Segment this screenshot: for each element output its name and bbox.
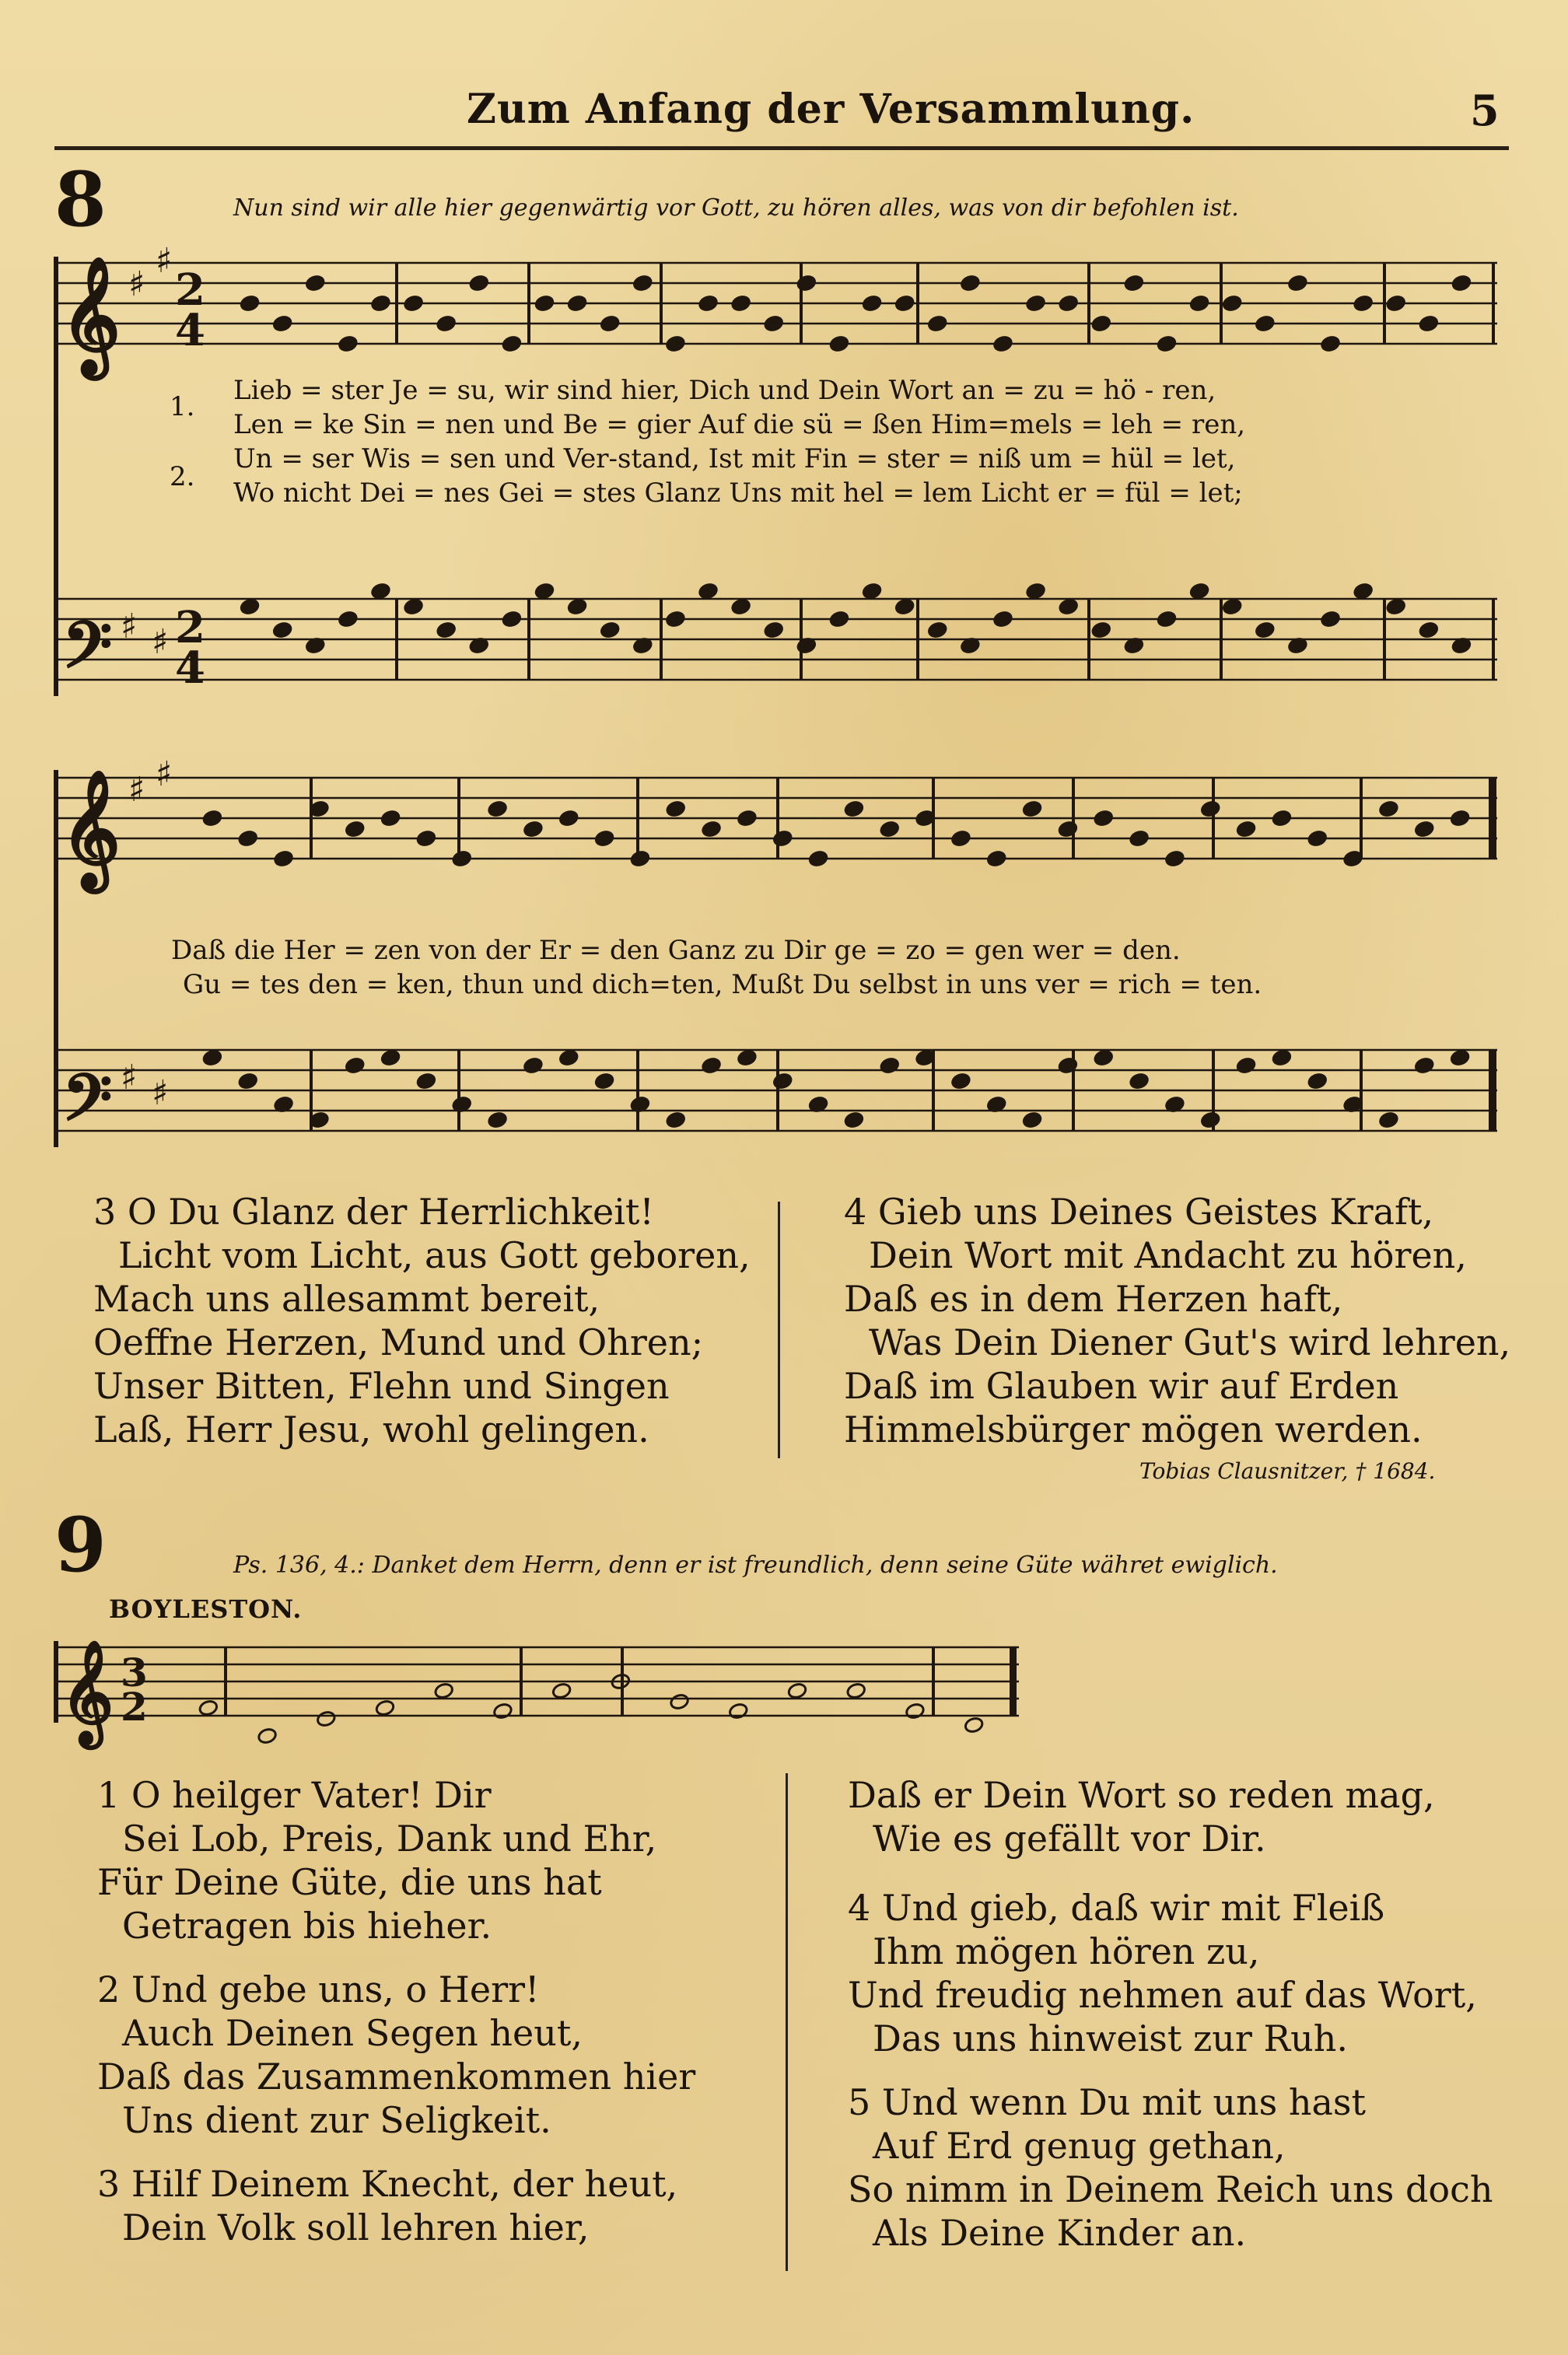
- note-head: [846, 1682, 866, 1700]
- note-head: [240, 295, 260, 313]
- verse-column-divider-2: [786, 1773, 788, 2271]
- stanza-2-label: 2.: [170, 461, 195, 492]
- time-sig: 3: [121, 1650, 148, 1695]
- note-head: [488, 1111, 508, 1129]
- note-head: [1287, 275, 1307, 292]
- page-number: 5: [1470, 86, 1500, 135]
- note-head: [305, 275, 325, 292]
- note-head: [316, 1710, 336, 1728]
- verse-line: Ihm mögen hören zu,: [873, 1930, 1260, 1972]
- note-head: [1124, 275, 1144, 292]
- hymn-9-tune-name: BOYLESTON.: [109, 1594, 303, 1624]
- verse-line: 2 Und gebe uns, o Herr!: [97, 1968, 540, 2010]
- verse-line: Daß er Dein Wort so reden mag,: [848, 1774, 1435, 1816]
- note-head: [1272, 810, 1292, 828]
- note-head: [862, 295, 882, 313]
- hymn-9-reference: Ps. 136, 4.: Danket dem Herrn, denn er ist freundlich, denn seine Güte währet ewiglich.: [233, 1552, 1278, 1579]
- hymn-8-number: 8: [54, 156, 107, 243]
- verse-line: Daß es in dem Herzen haft,: [844, 1278, 1343, 1320]
- time-sig: 2: [121, 1684, 148, 1730]
- note-head: [992, 611, 1013, 628]
- note-head: [1236, 821, 1256, 838]
- note-head: [1058, 821, 1078, 838]
- note-head: [1255, 621, 1275, 639]
- note-head: [1353, 295, 1374, 313]
- note-head: [492, 1702, 513, 1720]
- verse-line: 5 Und wenn Du mit uns hast: [848, 2081, 1367, 2123]
- verse-line: Getragen bis hieher.: [122, 1905, 492, 1947]
- sharp-sign: ♯: [152, 622, 169, 662]
- note-head: [202, 1049, 222, 1067]
- note-head: [737, 1049, 757, 1067]
- note-head: [880, 1057, 900, 1075]
- hymn-9-verse-2: [97, 1968, 695, 2142]
- note-head: [380, 810, 401, 828]
- time-sig: 2: [175, 602, 205, 653]
- note-head: [338, 335, 358, 353]
- treble-clef: 𝄞: [61, 255, 121, 374]
- note-head: [240, 598, 260, 616]
- note-head: [1129, 830, 1150, 848]
- note-head: [992, 335, 1013, 353]
- note-head: [844, 800, 864, 818]
- verse-line: Dein Volk soll lehren hier,: [122, 2206, 590, 2248]
- note-head: [808, 850, 828, 868]
- note-head: [1094, 1049, 1114, 1067]
- hymn-9-verse-5: [848, 2080, 1493, 2255]
- verse-line: Daß das Zusammenkommen hier: [97, 2056, 696, 2098]
- note-head: [731, 598, 751, 616]
- verse-line: Himmelsbürger mögen werden.: [844, 1408, 1423, 1450]
- note-head: [1091, 621, 1111, 639]
- hymn-9-number: 9: [54, 1501, 107, 1589]
- hymn-8-attribution: Tobias Clausnitzer, † 1684.: [1139, 1458, 1436, 1484]
- hymn-9-verse-3: [97, 2162, 677, 2249]
- note-head: [452, 850, 472, 868]
- verse-line: Uns dient zur Seligkeit.: [122, 2099, 551, 2141]
- note-head: [702, 1057, 722, 1075]
- note-head: [632, 275, 653, 292]
- note-head: [594, 1073, 614, 1090]
- note-head: [534, 295, 555, 313]
- note-head: [1222, 295, 1242, 313]
- verse-line: Auch Deinen Segen heut,: [122, 2012, 583, 2054]
- hymn-9-final-barline: [1010, 1647, 1017, 1716]
- verse-column-divider-1: [778, 1202, 780, 1458]
- note-head: [1222, 598, 1242, 616]
- note-head: [731, 295, 751, 313]
- note-head: [1307, 830, 1328, 848]
- note-head: [416, 1073, 436, 1090]
- note-head: [669, 1693, 689, 1711]
- note-head: [787, 1682, 807, 1700]
- note-head: [666, 1111, 686, 1129]
- note-head: [1378, 800, 1398, 818]
- note-head: [1378, 1111, 1398, 1129]
- note-head: [894, 295, 915, 313]
- verse-line: 3 O Du Glanz der Herrlichkeit!: [93, 1191, 654, 1233]
- note-head: [1059, 598, 1079, 616]
- final-barline: [1489, 1050, 1496, 1131]
- note-head: [469, 275, 489, 292]
- note-head: [1236, 1057, 1256, 1075]
- verse-line: 3 Hilf Deinem Knecht, der heut,: [97, 2163, 678, 2205]
- note-head: [1091, 315, 1111, 333]
- hymn-8-lyric-line-2: Len = ke Sin = nen und Be = gier Auf die sü = ßen Him=mels = leh = ren,: [233, 409, 1246, 440]
- note-head: [894, 598, 915, 616]
- sharp-sign: ♯: [156, 754, 173, 794]
- hymn-8-verse-3: [93, 1190, 751, 1451]
- note-head: [272, 621, 292, 639]
- verse-line: Dein Wort mit Andacht zu hören,: [869, 1234, 1467, 1276]
- note-head: [862, 583, 882, 600]
- hymn-8-lyric-line-6: Gu = tes den = ken, thun und dich=ten, Mußt Du selbst in uns ver = rich = ten.: [183, 969, 1262, 1000]
- note-head: [436, 315, 457, 333]
- note-head: [1022, 1111, 1042, 1129]
- note-head: [523, 1057, 543, 1075]
- note-head: [1022, 800, 1042, 818]
- note-head: [1189, 583, 1209, 600]
- note-head: [796, 275, 817, 292]
- verse-line: Laß, Herr Jesu, wohl gelingen.: [93, 1408, 649, 1450]
- verse-line: Und freudig nehmen auf das Wort,: [848, 1974, 1477, 2016]
- note-head: [338, 611, 358, 628]
- note-head: [698, 583, 718, 600]
- note-head: [345, 821, 365, 838]
- note-head: [666, 800, 686, 818]
- note-head: [436, 621, 457, 639]
- note-head: [728, 1702, 748, 1720]
- note-head: [404, 598, 424, 616]
- note-head: [1320, 335, 1340, 353]
- note-head: [1189, 295, 1209, 313]
- note-head: [488, 800, 508, 818]
- note-head: [665, 335, 685, 353]
- treble-clef: 𝄞: [61, 768, 121, 887]
- note-head: [1307, 1073, 1328, 1090]
- note-head: [370, 295, 390, 313]
- note-head: [764, 621, 784, 639]
- note-head: [737, 810, 757, 828]
- note-head: [698, 295, 718, 313]
- verse-line: Licht vom Licht, aus Gott geboren,: [118, 1234, 751, 1276]
- bass-clef: 𝄢: [62, 607, 113, 698]
- note-head: [950, 830, 971, 848]
- note-head: [772, 830, 793, 848]
- note-head: [600, 315, 620, 333]
- verse-line: 4 Und gieb, daß wir mit Fleiß: [848, 1887, 1385, 1929]
- time-sig: 2: [175, 264, 205, 316]
- note-head: [1450, 810, 1470, 828]
- verse-line: 4 Gieb uns Deines Geistes Kraft,: [844, 1191, 1434, 1233]
- page-header-title: Zum Anfang der Versammlung.: [467, 86, 1195, 133]
- verse-line: Auf Erd genug gethan,: [873, 2125, 1286, 2167]
- note-head: [880, 821, 900, 838]
- hymn-8-lyric-line-4: Wo nicht Dei = nes Gei = stes Glanz Uns mit hel = lem Licht er = fül = let;: [233, 478, 1243, 509]
- note-head: [829, 611, 849, 628]
- note-head: [772, 1073, 793, 1090]
- note-head: [370, 583, 390, 600]
- note-head: [380, 1049, 401, 1067]
- note-head: [558, 1049, 579, 1067]
- sharp-sign: ♯: [152, 1073, 169, 1113]
- verse-line: Das uns hinweist zur Ruh.: [873, 2017, 1348, 2059]
- note-head: [1026, 295, 1046, 313]
- note-head: [1450, 1049, 1470, 1067]
- stanza-1-label: 1.: [170, 391, 195, 422]
- sharp-sign: ♯: [128, 770, 145, 810]
- note-head: [502, 611, 522, 628]
- note-head: [829, 335, 849, 353]
- note-head: [764, 315, 784, 333]
- hymn-8-lyric-line-1: Lieb = ster Je = su, wir sind hier, Dich und Dein Wort an = zu = hö - ren,: [233, 375, 1216, 406]
- note-head: [665, 611, 685, 628]
- note-head: [1353, 583, 1374, 600]
- note-head: [844, 1111, 864, 1129]
- note-head: [1414, 1057, 1434, 1075]
- hymn-8-verse-4: [844, 1190, 1510, 1451]
- note-head: [1320, 611, 1340, 628]
- verse-line: Wie es gefällt vor Dir.: [873, 1818, 1266, 1860]
- verse-line: Mach uns allesammt bereit,: [93, 1278, 600, 1320]
- note-head: [523, 821, 543, 838]
- note-head: [1129, 1073, 1150, 1090]
- hymn-9-verse-4: [848, 1886, 1477, 2060]
- note-head: [416, 830, 436, 848]
- verse-line: Als Deine Kinder an.: [873, 2212, 1247, 2254]
- note-head: [434, 1682, 454, 1700]
- final-barline: [1489, 778, 1496, 859]
- verse-line: Daß im Glauben wir auf Erden: [844, 1365, 1399, 1407]
- verse-line: 1 O heilger Vater! Dir: [97, 1774, 492, 1816]
- note-head: [1026, 583, 1046, 600]
- note-head: [1419, 621, 1439, 639]
- sharp-sign: ♯: [121, 607, 138, 646]
- note-head: [1058, 1057, 1078, 1075]
- note-head: [375, 1699, 395, 1717]
- note-head: [960, 275, 980, 292]
- note-head: [567, 295, 587, 313]
- verse-line: Für Deine Güte, die uns hat: [97, 1861, 602, 1903]
- note-head: [567, 598, 587, 616]
- hymn-8-lyric-line-5: Daß die Her = zen von der Er = den Ganz zu Dir ge = zo = gen wer = den.: [171, 935, 1181, 966]
- note-head: [502, 335, 522, 353]
- note-head: [558, 810, 579, 828]
- note-head: [594, 830, 614, 848]
- note-head: [1200, 800, 1220, 818]
- verse-line: Sei Lob, Preis, Dank und Ehr,: [122, 1818, 657, 1860]
- note-head: [630, 850, 650, 868]
- hymn-9-verse-1: [97, 1773, 656, 1947]
- note-head: [1386, 598, 1406, 616]
- note-head: [927, 621, 947, 639]
- note-head: [551, 1682, 572, 1700]
- note-head: [1255, 315, 1275, 333]
- note-head: [257, 1727, 277, 1745]
- note-head: [238, 830, 258, 848]
- bass-clef: 𝄢: [62, 1059, 113, 1151]
- note-head: [198, 1699, 219, 1717]
- note-head: [964, 1716, 984, 1734]
- sharp-sign: ♯: [128, 264, 145, 304]
- note-head: [1272, 1049, 1292, 1067]
- note-head: [1059, 295, 1079, 313]
- note-head: [600, 621, 620, 639]
- note-head: [1386, 295, 1406, 313]
- note-head: [950, 1073, 971, 1090]
- treble-clef: 𝄞: [61, 1639, 114, 1744]
- note-head: [1419, 315, 1439, 333]
- hymn-8-lyric-line-3: Un = ser Wis = sen und Ver-stand, Ist mit Fin = ster = niß um = hül = let,: [233, 443, 1236, 474]
- note-head: [1157, 611, 1177, 628]
- note-head: [905, 1702, 925, 1720]
- note-head: [1451, 275, 1472, 292]
- note-head: [272, 315, 292, 333]
- note-head: [1164, 850, 1185, 868]
- note-head: [1414, 821, 1434, 838]
- note-head: [202, 810, 222, 828]
- note-head: [927, 315, 947, 333]
- note-head: [238, 1073, 258, 1090]
- note-head: [345, 1057, 365, 1075]
- note-head: [404, 295, 424, 313]
- note-head: [1200, 1111, 1220, 1129]
- verse-line: So nimm in Deinem Reich uns doch: [848, 2168, 1493, 2210]
- sharp-sign: ♯: [121, 1058, 138, 1097]
- note-head: [1157, 335, 1177, 353]
- hymn-9-verse-3-continued: [848, 1773, 1435, 1860]
- note-head: [702, 821, 722, 838]
- note-head: [534, 583, 555, 600]
- verse-line: Was Dein Diener Gut's wird lehren,: [869, 1321, 1511, 1363]
- hymn-8-reference: Nun sind wir alle hier gegenwärtig vor Gott, zu hören alles, was von dir befohlen ist.: [233, 194, 1239, 222]
- time-sig: 4: [175, 642, 205, 694]
- sharp-sign: ♯: [156, 241, 173, 281]
- note-head: [1094, 810, 1114, 828]
- verse-line: Oeffne Herzen, Mund und Ohren;: [93, 1321, 704, 1363]
- verse-line: Unser Bitten, Flehn und Singen: [93, 1365, 670, 1407]
- note-head: [986, 850, 1006, 868]
- time-sig: 4: [175, 305, 205, 356]
- note-head: [274, 850, 294, 868]
